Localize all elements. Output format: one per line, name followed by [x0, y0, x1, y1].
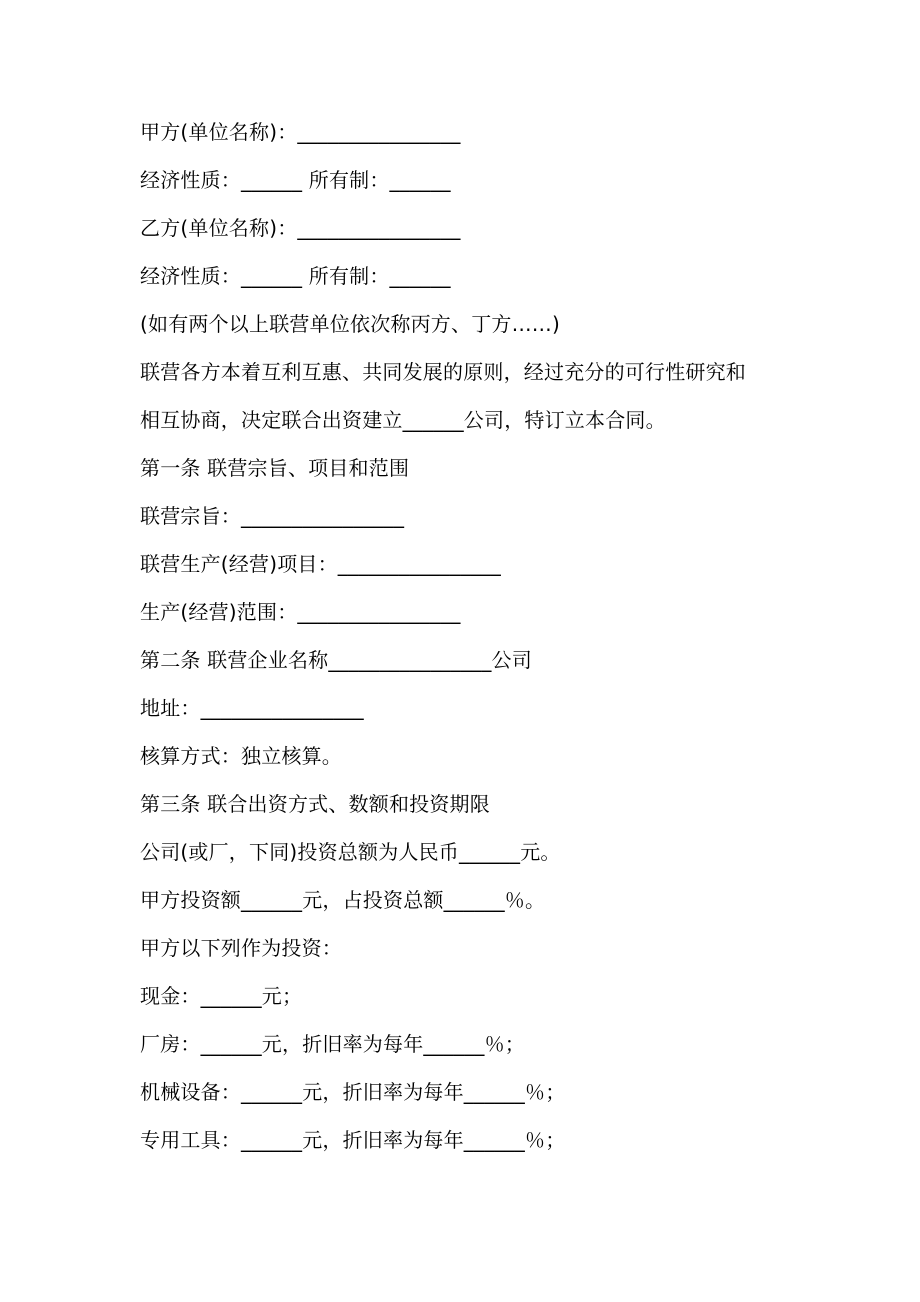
- accounting-method-line: 核算方式：独立核算。: [140, 744, 342, 768]
- joint-venture-project-line: 联营生产(经营)项目：________________: [140, 552, 502, 576]
- additional-parties-note: (如有两个以上联营单位依次称丙方、丁方……): [140, 312, 561, 336]
- production-scope-line: 生产(经营)范围：________________: [140, 600, 461, 624]
- factory-building-line: 厂房：______元，折旧率为每年______％；: [140, 1032, 525, 1056]
- party-a-investment-line: 甲方投资额______元，占投资总额______％。: [140, 888, 546, 912]
- address-line: 地址：________________: [140, 696, 364, 720]
- preamble-line-2: 相互协商，决定联合出资建立______公司，特订立本合同。: [140, 408, 666, 432]
- party-b-name-line: 乙方(单位名称)：________________: [140, 216, 461, 240]
- special-tools-line: 专用工具：______元，折旧率为每年______％；: [140, 1128, 566, 1152]
- article-1-heading: 第一条 联营宗旨、项目和范围: [140, 456, 410, 480]
- preamble-line-1: 联营各方本着互利互惠、共同发展的原则，经过充分的可行性研究和: [140, 360, 746, 384]
- party-b-economic-nature-line: 经济性质：______ 所有制：______: [140, 264, 451, 288]
- party-a-economic-nature-line: 经济性质：______ 所有制：______: [140, 168, 451, 192]
- article-2-heading: 第二条 联营企业名称________________公司: [140, 648, 532, 672]
- party-a-investment-items-heading: 甲方以下列作为投资：: [140, 936, 342, 960]
- cash-line: 现金：______元；: [140, 984, 303, 1008]
- party-a-name-line: 甲方(单位名称)：________________: [140, 120, 461, 144]
- machinery-equipment-line: 机械设备：______元，折旧率为每年______％；: [140, 1080, 566, 1104]
- total-investment-line: 公司(或厂，下同)投资总额为人民币______元。: [140, 840, 561, 864]
- joint-venture-purpose-line: 联营宗旨：________________: [140, 504, 405, 528]
- article-3-heading: 第三条 联合出资方式、数额和投资期限: [140, 792, 490, 816]
